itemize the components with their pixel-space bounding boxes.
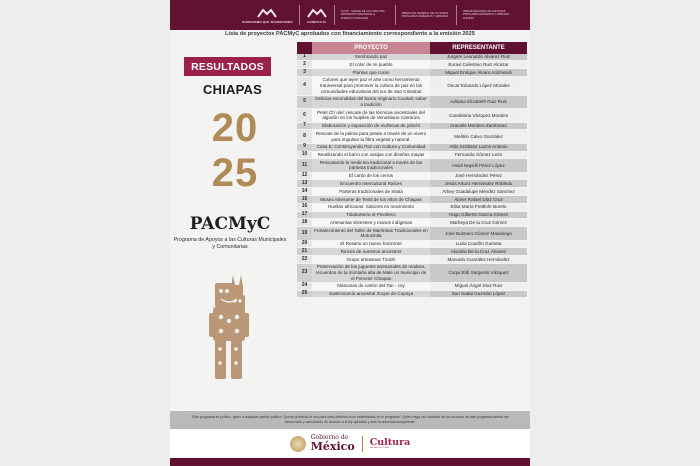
representative-name: Miguel Ángel Díaz Ruiz [430, 282, 527, 290]
representative-name: Oscar Eduardo López Morales [430, 76, 527, 95]
project-name: Encuentro Intercultural Raíces [312, 180, 430, 188]
row-number: 7 [297, 122, 312, 130]
representative-name: Jesús Arturo Hernández Robledo [430, 180, 527, 188]
divider [456, 5, 457, 25]
row-number: 1 [297, 54, 312, 61]
table-row [297, 290, 527, 298]
project-name: Plantas que curan [312, 69, 430, 77]
divider [362, 436, 363, 452]
row-number: 3 [297, 69, 312, 77]
results-poster [170, 0, 530, 466]
project-name: Reutilizando el barro con vasijas con diseños mayas [312, 151, 430, 159]
representative-name: Abner Rafael Díaz Cruz [430, 196, 527, 204]
representative-name: Jurgem Leonardo Álvarez Ruiz [430, 54, 527, 61]
project-name: Huellas africanas: Sabores en movimiento [312, 203, 430, 211]
project-name: Delicias escondidas del barrio originario Cuxitali; sabor a tradición [312, 95, 430, 108]
table-row [297, 69, 527, 77]
representative-name: Fernanda Gómez León [430, 151, 527, 159]
column-header-number [297, 42, 312, 54]
row-number: 17 [297, 211, 312, 219]
project-name: El canto de los cerros [312, 172, 430, 180]
project-name: Raíces de nuestros ancestros [312, 248, 430, 256]
project-name: Artesanías silvestres y manos indígenas [312, 219, 430, 227]
representative-name: Marbeya De la Cruz Gómez [430, 219, 527, 227]
row-number: 21 [297, 248, 312, 256]
row-number: 23 [297, 263, 312, 282]
table-row [297, 219, 527, 227]
table-row [297, 109, 527, 122]
program-brand: PACMyC [189, 214, 271, 234]
results-table [297, 42, 527, 298]
row-number: 2 [297, 61, 312, 69]
bottom-strip [170, 458, 530, 466]
project-name: Preservación de los juguetes artesanales de madera, recuerdos de la montaña alta de Male un municipio de el Porvenir Chiapas [312, 263, 430, 282]
project-name: Grupo artesanas Tzotzil [312, 256, 430, 264]
representative-name: Manuela González Hernández [430, 256, 527, 264]
row-number: 6 [297, 109, 312, 122]
row-number: 9 [297, 143, 312, 151]
table-row [297, 76, 527, 95]
representative-name: José Bulmaro Gómez Masariego [430, 227, 527, 240]
table-row [297, 256, 527, 264]
table-row [297, 95, 527, 108]
column-header-representative: REPRESENTANTE [430, 42, 527, 54]
representative-name: Candelaria Vázquez Morales [430, 109, 527, 122]
representative-name: Miguel Enrique Álvaro Arizmendi [430, 69, 527, 77]
project-name: Máscaras de cartón del Tan - coy [312, 282, 430, 290]
table-row [297, 122, 527, 130]
left-panel [170, 40, 297, 410]
row-number: 15 [297, 196, 312, 204]
representative-name: José Hernández Pérez [430, 172, 527, 180]
row-number: 11 [297, 159, 312, 172]
project-name: Colores que tejen paz el arte como herramienta transversal para promover la cultura de paz en las comunidades educativas del sur de San Cristobal [312, 76, 430, 95]
transforma-logo: HUMANISMO QUE TRANSFORMA [242, 7, 293, 24]
table-row [297, 211, 527, 219]
project-name: El Rosario un nuevo horizonte [312, 240, 430, 248]
representative-name: Aldo Kristians Lazos Antonio [430, 143, 527, 151]
representative-name: Coqui Elib Sargento Vázquez [430, 263, 527, 282]
project-name: Casa E: Construyendo Paz con Cultura y Comunidad [312, 143, 430, 151]
coneculta-logo: CONECULTA [306, 7, 328, 24]
state-name: CHIAPAS [203, 82, 262, 97]
project-name: Talabartería el Pinolteco [312, 211, 430, 219]
representative-name: Heidi Nayelli Pérez López [430, 159, 527, 172]
representative-name: Arbey Guadalupe Méndez Sánchez [430, 188, 527, 196]
row-number: 24 [297, 282, 312, 290]
row-number: 13 [297, 180, 312, 188]
row-number: 19 [297, 227, 312, 240]
legal-disclaimer: "Este programa es público, ajeno a cualquier partido político. Queda prohibido el uso para fines distintos a los establecidos en el programa". Quien haga uso indebido de los recursos de este programa deberá ser denunciado y sancionado de acuerdo a la ley aplicable y ante la autoridad competente. [170, 411, 530, 429]
row-number: 18 [297, 219, 312, 227]
table-row [297, 143, 527, 151]
table-row [297, 61, 527, 69]
row-number: 20 [297, 240, 312, 248]
project-name: Rescate de la palma para petate a través de un vivero para impulsar la fibra vegetal y natural. [312, 130, 430, 143]
cultura-logo: Cultura Secretaría de Cultura [369, 436, 411, 450]
column-header-project: PROYECTO [312, 42, 430, 54]
table-row [297, 159, 527, 172]
row-number: 16 [297, 203, 312, 211]
header-block-ucopi: UCOPI · UNIDAD DE CULTURA VIVA, PATRIMONIO INMATERIAL E INTERCULTURALIDAD [340, 10, 386, 20]
coneculta-logo-icon [306, 7, 328, 19]
divider [395, 5, 396, 25]
project-name: El color de mi pueblo [312, 61, 430, 69]
row-number: 12 [297, 172, 312, 180]
year-bottom: 25 [211, 151, 259, 195]
project-name: Gastronomía ancestral Zoque de Copoya [312, 290, 430, 298]
table-row [297, 203, 527, 211]
table-row [297, 54, 527, 61]
cultural-figure-icon [207, 273, 251, 381]
transforma-logo-icon [256, 7, 278, 19]
national-seal-icon [290, 436, 306, 452]
gobierno-de-mexico-logo: Gobierno de México [310, 434, 355, 453]
table-row [297, 240, 527, 248]
row-number: 10 [297, 151, 312, 159]
table-row [297, 172, 527, 180]
representative-name: Elisa María Frettlohr Burelo [430, 203, 527, 211]
table-row [297, 188, 527, 196]
row-number: 8 [297, 130, 312, 143]
row-number: 22 [297, 256, 312, 264]
representative-name: Aracelis Montero Zambrano [430, 122, 527, 130]
row-number: 5 [297, 95, 312, 108]
divider [299, 5, 300, 25]
representative-name: Hugo Gilberto García Gómez [430, 211, 527, 219]
representative-name: Melitón Calvo González [430, 130, 527, 143]
list-title: Lista de proyectos PACMyC aprobados con financiamiento correspondiente a la emisión 2025 [225, 31, 475, 37]
table-row [297, 180, 527, 188]
institution-header [170, 0, 530, 30]
representative-name: Alondra De la Cruz Álvarez [430, 248, 527, 256]
table-row [297, 282, 527, 290]
representative-name: Suri Sadai Guzmán López [430, 290, 527, 298]
project-name: Museo Itinerante de Textil de los Altos de Chiapas [312, 196, 430, 204]
project-name: Fortalecimiento del Taller de Marimbas Tradicionales en Motozintla [312, 227, 430, 240]
project-name: Petet Ch´ulel: rescate de las técnicas ancestrales del algodón en los huipiles de Venustiano Carranza [312, 109, 430, 122]
project-name: Parteras tradicionales de Sitalá [312, 188, 430, 196]
project-name: Elaboración y exposición de muñecas de jolochi [312, 122, 430, 130]
header-block-unidad-regional: UNIDAD REGIONAL DE CULTURAS POPULARES INDÍGENAS Y URBANAS CHIAPAS [462, 10, 510, 20]
row-number: 14 [297, 188, 312, 196]
government-footer [170, 429, 530, 458]
header-block-dgcpiu: DIRECCIÓN GENERAL DE CULTURAS POPULARES INDÍGENAS Y URBANAS [401, 11, 449, 18]
results-badge: RESULTADOS [184, 57, 271, 76]
year-top: 20 [211, 106, 259, 150]
representative-name: Adriana Elizabeth Ruiz Ruiz [430, 95, 527, 108]
table-row [297, 248, 527, 256]
table-row [297, 196, 527, 204]
representative-name: Euravi Celestino Ruiz Alcázar [430, 61, 527, 69]
program-full-name: Programa de Apoyos a las Culturas Municipales y Comunitarias [173, 237, 287, 250]
table-header-row [297, 42, 527, 54]
row-number: 4 [297, 76, 312, 95]
representative-name: Luvia Coutiño Gumeta [430, 240, 527, 248]
project-name: Rescatando la medicina tradicional a través de las parteras tradicionales [312, 159, 430, 172]
table-row [297, 263, 527, 282]
divider [334, 5, 335, 25]
project-name: Sembrando paz [312, 54, 430, 61]
table-row [297, 227, 527, 240]
table-row [297, 130, 527, 143]
table-row [297, 151, 527, 159]
row-number: 25 [297, 290, 312, 298]
